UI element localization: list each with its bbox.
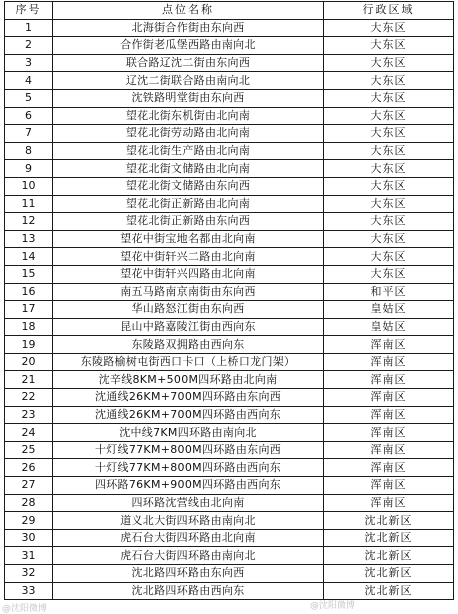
cell-district: 和平区 [324, 283, 454, 301]
cell-location-name: 华山路怒江街由东向西 [53, 301, 324, 319]
cell-serial-number: 25 [5, 441, 53, 459]
cell-serial-number: 17 [5, 301, 53, 319]
cell-district: 大东区 [324, 142, 454, 160]
table-row [5, 301, 454, 319]
cell-location-name: 虎石台大街四环路由南向北 [53, 547, 324, 565]
table-row [5, 441, 454, 459]
cell-serial-number: 8 [5, 142, 53, 160]
cell-serial-number: 5 [5, 89, 53, 107]
table-row [5, 19, 454, 37]
cell-location-name: 沈通线26KM+700M四环路由东向西 [53, 389, 324, 407]
cell-district: 大东区 [324, 265, 454, 283]
table-row [5, 54, 454, 72]
cell-serial-number: 27 [5, 477, 53, 495]
cell-district: 大东区 [324, 72, 454, 90]
cell-district: 浑南区 [324, 389, 454, 407]
cell-location-name: 四环路76KM+900M四环路由西向东 [53, 477, 324, 495]
cell-location-name: 沈通线26KM+700M四环路由西向东 [53, 406, 324, 424]
cell-location-name: 南五马路南京南街由东向西 [53, 283, 324, 301]
cell-serial-number: 11 [5, 195, 53, 213]
cell-serial-number: 1 [5, 19, 53, 37]
cell-district: 浑南区 [324, 353, 454, 371]
cell-district: 大东区 [324, 19, 454, 37]
table-row [5, 389, 454, 407]
header-serial-number: 序号 [5, 2, 53, 20]
cell-location-name: 望花中街宝地名都由北向南 [53, 230, 324, 248]
cell-serial-number: 30 [5, 529, 53, 547]
cell-location-name: 合作街老瓜堡西路由南向北 [53, 37, 324, 55]
cell-district: 大东区 [324, 195, 454, 213]
cell-district: 浑南区 [324, 441, 454, 459]
table-row [5, 353, 454, 371]
document-sheet [4, 1, 454, 600]
cell-location-name: 望花北街生产路由北向南 [53, 142, 324, 160]
cell-serial-number: 2 [5, 37, 53, 55]
table-row [5, 494, 454, 512]
cell-serial-number: 33 [5, 582, 53, 600]
table-row [5, 565, 454, 583]
cell-serial-number: 32 [5, 565, 53, 583]
cell-location-name: 虎石台大街四环路由北向南 [53, 529, 324, 547]
cell-district: 浑南区 [324, 406, 454, 424]
cell-district: 大东区 [324, 89, 454, 107]
table-row [5, 142, 454, 160]
table-row [5, 160, 454, 178]
cell-location-name: 沈铁路明堂街由东向西 [53, 89, 324, 107]
cell-serial-number: 22 [5, 389, 53, 407]
table-row [5, 37, 454, 55]
table-row [5, 424, 454, 442]
cell-serial-number: 3 [5, 54, 53, 72]
cell-serial-number: 28 [5, 494, 53, 512]
cell-serial-number: 9 [5, 160, 53, 178]
cell-location-name: 联合路辽沈二街由东向西 [53, 54, 324, 72]
cell-district: 皇姑区 [324, 301, 454, 319]
table-row [5, 582, 454, 600]
cell-location-name: 辽沈二街联合路由南向北 [53, 72, 324, 90]
cell-location-name: 道义北大街四环路由南向北 [53, 512, 324, 530]
cell-district: 大东区 [324, 54, 454, 72]
header-location-name: 点位名称 [53, 2, 324, 20]
cell-serial-number: 21 [5, 371, 53, 389]
watermark-left: @沈阳微博 [2, 604, 48, 614]
cell-location-name: 望花北街文储路由北向南 [53, 160, 324, 178]
table-row [5, 72, 454, 90]
cell-serial-number: 26 [5, 459, 53, 477]
cell-district: 大东区 [324, 230, 454, 248]
cell-district: 皇姑区 [324, 318, 454, 336]
cell-location-name: 十灯线77KM+800M四环路由东向西 [53, 441, 324, 459]
cell-district: 大东区 [324, 125, 454, 143]
cell-serial-number: 15 [5, 265, 53, 283]
cell-district: 大东区 [324, 37, 454, 55]
cell-district: 沈北新区 [324, 529, 454, 547]
cell-district: 沈北新区 [324, 547, 454, 565]
cell-district: 沈北新区 [324, 565, 454, 583]
table-row [5, 213, 454, 231]
cell-district: 大东区 [324, 160, 454, 178]
cell-location-name: 东陵路双拥路由西向东 [53, 336, 324, 354]
cell-serial-number: 18 [5, 318, 53, 336]
cell-serial-number: 23 [5, 406, 53, 424]
cell-location-name: 四环路沈营线由北向南 [53, 494, 324, 512]
cell-location-name: 望花北街正新路由北向南 [53, 195, 324, 213]
cell-serial-number: 16 [5, 283, 53, 301]
table-row [5, 371, 454, 389]
cell-district: 大东区 [324, 107, 454, 125]
cell-district: 浑南区 [324, 371, 454, 389]
cell-serial-number: 12 [5, 213, 53, 231]
cell-location-name: 望花北街正新路由东向西 [53, 213, 324, 231]
cell-location-name: 沈北路四环路由西向东 [53, 582, 324, 600]
cell-location-name: 望花北街文储路由东向西 [53, 177, 324, 195]
cell-district: 浑南区 [324, 477, 454, 495]
cell-location-name: 望花中街轩兴二路由北向南 [53, 248, 324, 266]
cell-district: 沈北新区 [324, 582, 454, 600]
table-row [5, 195, 454, 213]
header-district: 行政区域 [324, 2, 454, 20]
cell-location-name: 东陵路榆树屯街西口卡口（上桥口龙门架） [53, 353, 324, 371]
cell-district: 浑南区 [324, 336, 454, 354]
cell-serial-number: 24 [5, 424, 53, 442]
table-row [5, 283, 454, 301]
cell-location-name: 望花北街劳动路由北向南 [53, 125, 324, 143]
table-row [5, 459, 454, 477]
table-row [5, 512, 454, 530]
cell-district: 大东区 [324, 177, 454, 195]
cell-location-name: 沈北路四环路由东向西 [53, 565, 324, 583]
table-row [5, 89, 454, 107]
cell-location-name: 沈辛线8KM+500M四环路由北向南 [53, 371, 324, 389]
table-body [5, 19, 454, 600]
cell-district: 浑南区 [324, 424, 454, 442]
table-header-row [5, 2, 454, 20]
cell-serial-number: 6 [5, 107, 53, 125]
cell-district: 大东区 [324, 248, 454, 266]
cell-location-name: 望花中街轩兴四路由北向南 [53, 265, 324, 283]
cell-serial-number: 19 [5, 336, 53, 354]
table-row [5, 265, 454, 283]
table-row [5, 248, 454, 266]
cell-serial-number: 29 [5, 512, 53, 530]
cell-location-name: 沈中线7KM四环路由南向北 [53, 424, 324, 442]
cell-serial-number: 20 [5, 353, 53, 371]
checkpoint-table [4, 1, 454, 600]
watermark-right: @沈阳微博 [310, 601, 356, 611]
cell-serial-number: 4 [5, 72, 53, 90]
table-row [5, 230, 454, 248]
cell-district: 浑南区 [324, 494, 454, 512]
table-row [5, 406, 454, 424]
cell-location-name: 北海街合作街由东向西 [53, 19, 324, 37]
cell-serial-number: 14 [5, 248, 53, 266]
table-row [5, 547, 454, 565]
cell-location-name: 十灯线77KM+800M四环路由西向东 [53, 459, 324, 477]
cell-district: 浑南区 [324, 459, 454, 477]
cell-serial-number: 10 [5, 177, 53, 195]
cell-district: 沈北新区 [324, 512, 454, 530]
cell-serial-number: 13 [5, 230, 53, 248]
table-row [5, 477, 454, 495]
cell-location-name: 昆山中路嘉陵江街由西向东 [53, 318, 324, 336]
cell-serial-number: 7 [5, 125, 53, 143]
table-row [5, 336, 454, 354]
table-row [5, 125, 454, 143]
table-row [5, 107, 454, 125]
table-row [5, 177, 454, 195]
cell-location-name: 望花北街东机街由北向南 [53, 107, 324, 125]
table-row [5, 529, 454, 547]
cell-serial-number: 31 [5, 547, 53, 565]
table-row [5, 318, 454, 336]
cell-district: 大东区 [324, 213, 454, 231]
